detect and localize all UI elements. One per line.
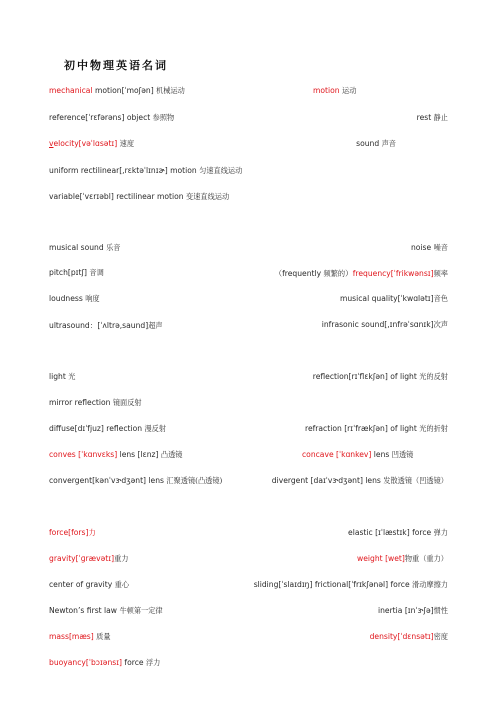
term-row: musical sound 乐音 noise 噪音 — [49, 243, 448, 252]
term-row: velocity[vəˈlɑsətɪ] 速度 sound 声音 — [49, 139, 396, 148]
term-row: ultrasound：[ˈʌltrə,saund]超声 infrasonic sound[,ɪnfrəˈsɑnɪk]次声 — [49, 320, 448, 330]
term-row: force[fors]力 elastic [ɪˈlæstɪk] force 弹力 — [49, 528, 448, 537]
term-row: reference[ˈrɛfərəns] object 参照物 rest 静止 — [49, 113, 448, 122]
term-row: mirror reflection 镜面反射 — [49, 398, 142, 407]
term-row: pitch[pɪtʃ] 音调 （frequently 频繁的）frequency[ˈfrikwənsɪ]频率 — [49, 268, 448, 278]
term-row: center of gravity 重心 sliding[ˈslaɪdɪŋ] frictional[ˈfrɪkʃənəl] force 滑动摩擦力 — [49, 580, 448, 589]
term-row: variable[ˈvɛrɪəbl] rectilinear motion 变速直线运动 — [49, 192, 230, 201]
term-row: gravity[ˈɡrævətɪ]重力 weight [wet]物重（重力） — [49, 554, 448, 563]
term-row: diffuse[dɪˈfjuz] reflection 漫反射 refraction [rɪˈfrækʃən] of light 光的折射 — [49, 424, 448, 433]
term-word: mechanical — [49, 86, 93, 95]
term-row: Newton’s first law 牛顿第一定律 inertia [ɪnˈɝʃə]惯性 — [49, 606, 448, 615]
term-row: uniform rectilinear[,rɛktəˈlɪnɪɚ] motion 匀速直线运动 — [49, 166, 243, 175]
term-row: buoyancy[ˈbɔɪənsɪ] force 浮力 — [49, 658, 161, 667]
term-row: convergent[kənˈvɝdʒənt] lens 汇聚透镜(凸透镜) divergent [daɪˈvɝdʒənt] lens 发散透镜（凹透镜） — [49, 476, 448, 485]
term-row: loudness 响度 musical quality[ˈkwɑlətɪ]音色 — [49, 294, 448, 303]
page-title: 初中物理英语名词 — [64, 59, 168, 72]
term-row: light 光 reflection[rɪˈflɛkʃən] of light 光的反射 — [49, 372, 448, 381]
term-row: mechanical motion[ˈmoʃən] 机械运动 motion 运动 — [49, 86, 357, 95]
term-row: conves [ˈkɑnvɛks] lens [lɛnz] 凸透镜 concave [ˈkɑnkev] lens 凹透镜 — [49, 450, 414, 459]
term-row: mass[mæs] 质量 density[ˈdɛnsətɪ]密度 — [49, 632, 448, 641]
